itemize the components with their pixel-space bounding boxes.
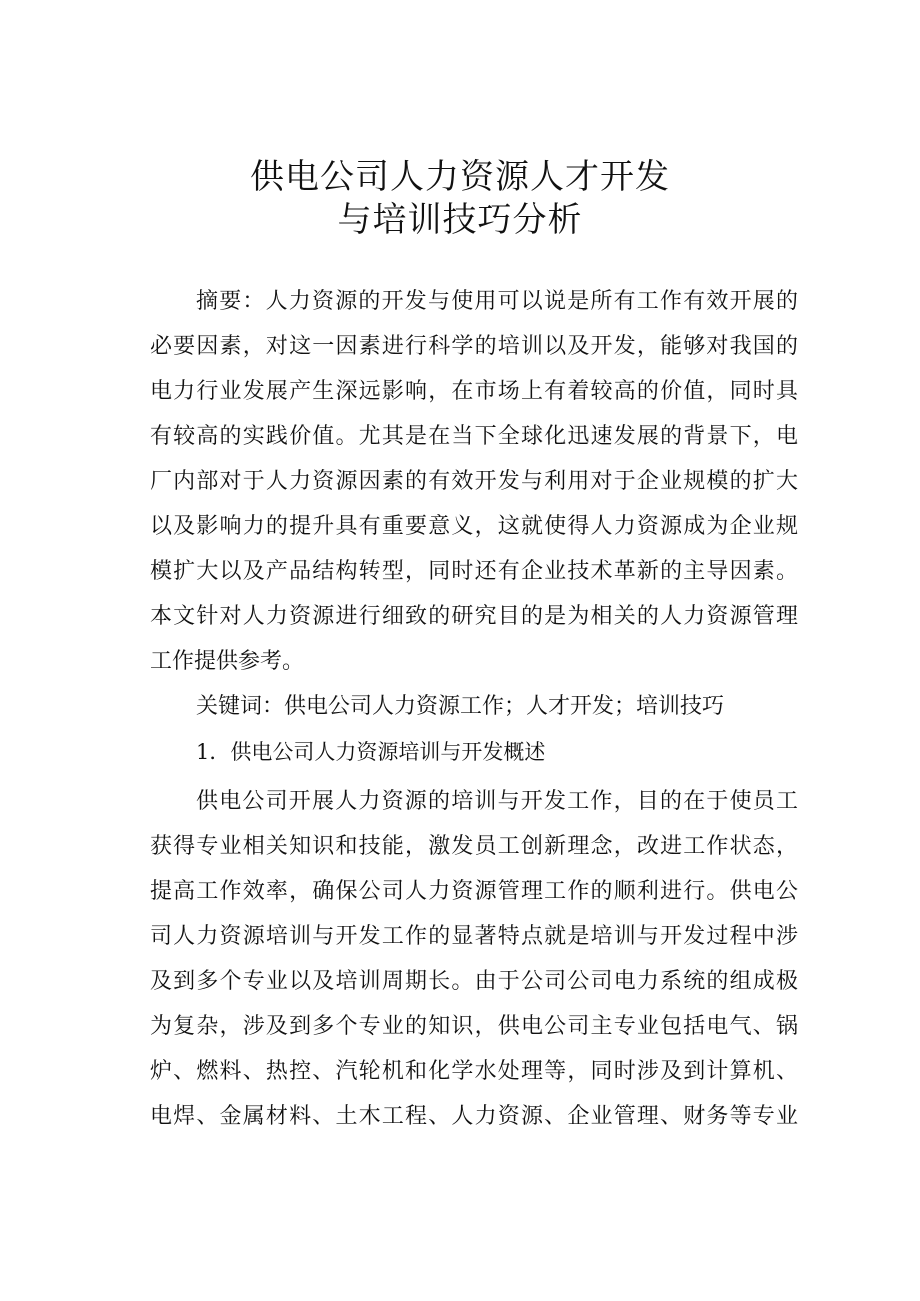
section-1-line-1: 供电公司开展人力资源的培训与开发工作，目的在于使员工 [196, 789, 798, 814]
section-1-line-8: 电焊、金属材料、土木工程、人力资源、企业管理、财务等专业 [150, 1104, 798, 1129]
document-title-line-2: 与培训技巧分析 [337, 200, 583, 240]
section-1-line-6: 为复杂，涉及到多个专业的知识，供电公司主专业包括电气、锅 [150, 1014, 798, 1039]
section-1-heading: 1．供电公司人力资源培训与开发概述 [196, 740, 546, 764]
abstract-line-2: 必要因素，对这一因素进行科学的培训以及开发，能够对我国的 [150, 334, 798, 359]
abstract-line-8: 本文针对人力资源进行细致的研究目的是为相关的人力资源管理 [150, 604, 798, 629]
abstract-line-5: 厂内部对于人力资源因素的有效开发与利用对于企业规模的扩大 [150, 469, 798, 494]
abstract-line-6: 以及影响力的提升具有重要意义，这就使得人力资源成为企业规 [150, 514, 798, 539]
section-1-line-7: 炉、燃料、热控、汽轮机和化学水处理等，同时涉及到计算机、 [150, 1059, 798, 1084]
section-1-line-2: 获得专业相关知识和技能，激发员工创新理念，改进工作状态， [150, 834, 798, 859]
abstract-line-1: 摘要：人力资源的开发与使用可以说是所有工作有效开展的 [196, 289, 798, 314]
abstract-line-7: 模扩大以及产品结构转型，同时还有企业技术革新的主导因素。 [150, 559, 798, 584]
section-1-line-5: 及到多个专业以及培训周期长。由于公司公司电力系统的组成极 [150, 969, 798, 994]
keywords-line: 关键词：供电公司人力资源工作；人才开发；培训技巧 [196, 694, 725, 719]
section-1-line-3: 提高工作效率，确保公司人力资源管理工作的顺利进行。供电公 [150, 879, 798, 904]
abstract-line-4: 有较高的实践价值。尤其是在当下全球化迅速发展的背景下，电 [150, 424, 798, 449]
document-title-line-1: 供电公司人力资源人才开发 [250, 157, 670, 197]
abstract-line-9: 工作提供参考。 [150, 649, 305, 674]
section-1-line-4: 司人力资源培训与开发工作的显著特点就是培训与开发过程中涉 [150, 924, 798, 949]
abstract-line-3: 电力行业发展产生深远影响，在市场上有着较高的价值，同时具 [150, 379, 798, 404]
